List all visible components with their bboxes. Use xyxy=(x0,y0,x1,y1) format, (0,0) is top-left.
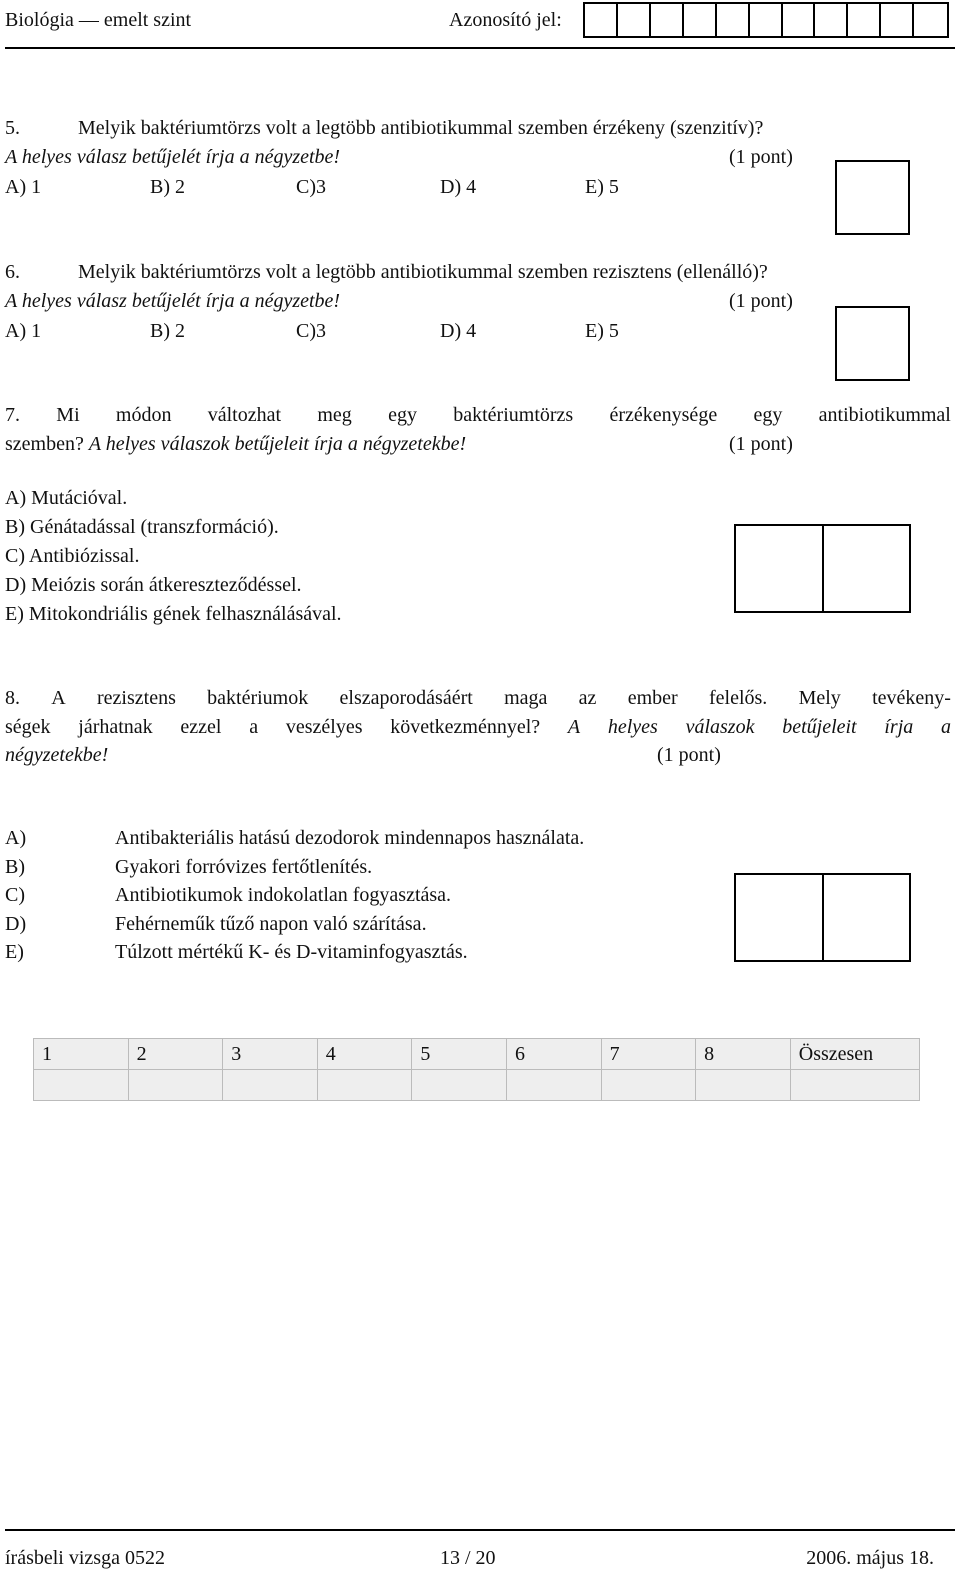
q8-word: a xyxy=(249,716,259,738)
footer-right: 2006. május 18. xyxy=(806,1547,934,1569)
q7-points: (1 pont) xyxy=(729,433,793,455)
q6-number: 6. xyxy=(5,261,20,283)
q7-word: egy xyxy=(388,404,417,426)
footer-center: 13 / 20 xyxy=(440,1547,496,1569)
score-table xyxy=(33,1038,920,1101)
q8-word: veszélyes xyxy=(285,716,363,738)
q8-word: baktériumok xyxy=(207,687,309,709)
header-rule xyxy=(5,47,955,49)
q7-instruction: A helyes válaszok betűjeleit írja a négyzetekbe! xyxy=(88,433,467,455)
id-cell[interactable] xyxy=(651,4,684,36)
id-cell[interactable] xyxy=(815,4,848,36)
q8-instruction-end: négyzetekbe! xyxy=(5,744,109,766)
q6-option-d: D) 4 xyxy=(440,320,477,342)
q8-word: válaszok xyxy=(685,716,755,738)
q8-option-letter: C) xyxy=(5,884,25,906)
q8-word: tevékeny- xyxy=(872,687,951,709)
q6-answer-box[interactable] xyxy=(835,306,910,381)
score-header-cell: 2 xyxy=(128,1039,223,1070)
id-cell[interactable] xyxy=(914,4,947,36)
q8-option-letter: A) xyxy=(5,827,27,849)
q6-question: Melyik baktériumtörzs volt a legtöbb antibiotikummal szemben rezisztens (ellenálló)? xyxy=(78,261,768,283)
q8-word: A xyxy=(51,687,66,709)
q8-word: ember xyxy=(627,687,678,709)
q7-answer-box-2[interactable] xyxy=(824,526,910,611)
q5-option-a: A) 1 xyxy=(5,176,42,198)
q8-option-letter: E) xyxy=(5,941,24,963)
header-id-label: Azonosító jel: xyxy=(449,9,562,31)
score-value-cell[interactable] xyxy=(317,1070,412,1101)
score-table-header-row xyxy=(34,1039,920,1070)
q5-option-d: D) 4 xyxy=(440,176,477,198)
q8-points: (1 pont) xyxy=(657,744,721,766)
q8-answer-box-1[interactable] xyxy=(736,875,824,960)
score-header-cell: 7 xyxy=(601,1039,696,1070)
q7-word: egy xyxy=(753,404,783,426)
q8-word: ezzel xyxy=(180,716,222,738)
q7-answer-boxes[interactable] xyxy=(734,524,911,613)
score-header-cell: Összesen xyxy=(790,1039,919,1070)
q8-answer-box-2[interactable] xyxy=(824,875,910,960)
q7-option-c: C) Antibiózissal. xyxy=(5,545,140,567)
q7-word: változhat xyxy=(207,404,282,426)
score-value-cell[interactable] xyxy=(506,1070,601,1101)
q8-word: írja xyxy=(884,716,914,738)
id-cell[interactable] xyxy=(848,4,881,36)
id-cell[interactable] xyxy=(684,4,717,36)
q7-line2-text: szemben? xyxy=(5,433,84,455)
id-boxes[interactable] xyxy=(583,2,949,38)
q8-word: felelős. xyxy=(708,687,768,709)
score-header-cell: 3 xyxy=(223,1039,318,1070)
q7-answer-box-1[interactable] xyxy=(736,526,824,611)
q8-option-letter: B) xyxy=(5,855,25,878)
footer-rule xyxy=(5,1529,955,1531)
q7-line2 xyxy=(5,434,466,454)
q8-word: A xyxy=(567,716,581,738)
q6-option-a: A) 1 xyxy=(5,320,42,342)
q8-option-text: Fehérneműk tűző napon való szárítása. xyxy=(115,912,427,935)
q5-instruction: A helyes válasz betűjelét írja a négyzetbe! xyxy=(5,146,341,168)
id-cell[interactable] xyxy=(717,4,750,36)
score-header-cell: 8 xyxy=(696,1039,791,1070)
q7-word: módon xyxy=(115,404,172,426)
q8-option-text: Antibiotikumok indokolatlan fogyasztása. xyxy=(115,884,452,906)
q8-line1 xyxy=(5,688,951,708)
q8-word: az xyxy=(578,687,597,709)
score-value-cell[interactable] xyxy=(223,1070,318,1101)
q6-option-c: C)3 xyxy=(296,320,326,342)
q8-answer-boxes[interactable] xyxy=(734,873,911,962)
q8-option-text: Antibakteriális hatású dezodorok mindennapos használata. xyxy=(115,827,585,849)
q8-word: Mely xyxy=(798,687,841,709)
q5-option-e: E) 5 xyxy=(585,176,619,198)
q7-option-a: A) Mutációval. xyxy=(5,487,128,509)
q8-word: rezisztens xyxy=(97,687,176,709)
score-value-cell[interactable] xyxy=(412,1070,507,1101)
q7-word: Mi xyxy=(56,404,80,426)
q6-points: (1 pont) xyxy=(729,290,793,312)
score-value-cell[interactable] xyxy=(601,1070,696,1101)
q8-word: ségek xyxy=(5,716,51,738)
q7-option-e: E) Mitokondriális gének felhasználásával. xyxy=(5,603,342,625)
q8-option-text: Gyakori forróvizes fertőtlenítés. xyxy=(115,855,373,878)
q8-option-text: Túlzott mértékű K- és D-vitaminfogyasztás. xyxy=(115,941,468,963)
score-table-value-row[interactable] xyxy=(34,1070,920,1101)
q7-word: antibiotikummal xyxy=(818,404,951,426)
q8-line2 xyxy=(5,717,951,737)
header-subject: Biológia — emelt szint xyxy=(5,9,192,31)
q7-option-d: D) Meiózis során átkereszteződéssel. xyxy=(5,574,302,596)
q7-option-b: B) Génátadással (transzformáció). xyxy=(5,516,279,538)
q6-instruction: A helyes válasz betűjelét írja a négyzetbe! xyxy=(5,290,341,312)
q8-word: maga xyxy=(504,687,548,709)
score-header-cell: 4 xyxy=(317,1039,412,1070)
q6-option-b: B) 2 xyxy=(150,320,185,342)
q7-number: 7. xyxy=(5,404,20,426)
q7-line1 xyxy=(5,405,951,425)
q5-answer-box[interactable] xyxy=(835,160,910,235)
id-cell[interactable] xyxy=(783,4,816,36)
id-cell[interactable] xyxy=(750,4,783,36)
score-header-cell: 5 xyxy=(412,1039,507,1070)
q5-points: (1 pont) xyxy=(729,146,793,168)
score-header-cell: 6 xyxy=(506,1039,601,1070)
q8-option-letter: D) xyxy=(5,912,27,935)
q8-word: következménnyel? xyxy=(390,716,541,738)
q5-option-b: B) 2 xyxy=(150,176,185,198)
score-value-cell[interactable] xyxy=(790,1070,919,1101)
q8-word: a xyxy=(941,716,951,738)
score-value-cell[interactable] xyxy=(696,1070,791,1101)
q8-number: 8. xyxy=(5,687,20,709)
q8-word: elszaporodásáért xyxy=(339,687,473,709)
q6-option-e: E) 5 xyxy=(585,320,619,342)
id-cell[interactable] xyxy=(618,4,651,36)
q8-word: helyes xyxy=(607,716,658,738)
q8-word: betűjeleit xyxy=(782,716,857,738)
q5-number: 5. xyxy=(5,117,20,139)
q8-word: járhatnak xyxy=(78,716,153,738)
q5-option-c: C)3 xyxy=(296,176,326,198)
score-value-cell[interactable] xyxy=(128,1070,223,1101)
id-cell[interactable] xyxy=(881,4,914,36)
q7-word: meg xyxy=(317,404,352,426)
id-cell[interactable] xyxy=(585,4,618,36)
score-header-cell: 1 xyxy=(34,1039,129,1070)
footer-left: írásbeli vizsga 0522 xyxy=(5,1547,165,1569)
score-value-cell[interactable] xyxy=(34,1070,129,1101)
q5-question: Melyik baktériumtörzs volt a legtöbb antibiotikummal szemben érzékeny (szenzitív)? xyxy=(78,117,764,139)
q7-word: érzékenysége xyxy=(609,404,718,426)
q7-word: baktériumtörzs xyxy=(453,404,574,426)
